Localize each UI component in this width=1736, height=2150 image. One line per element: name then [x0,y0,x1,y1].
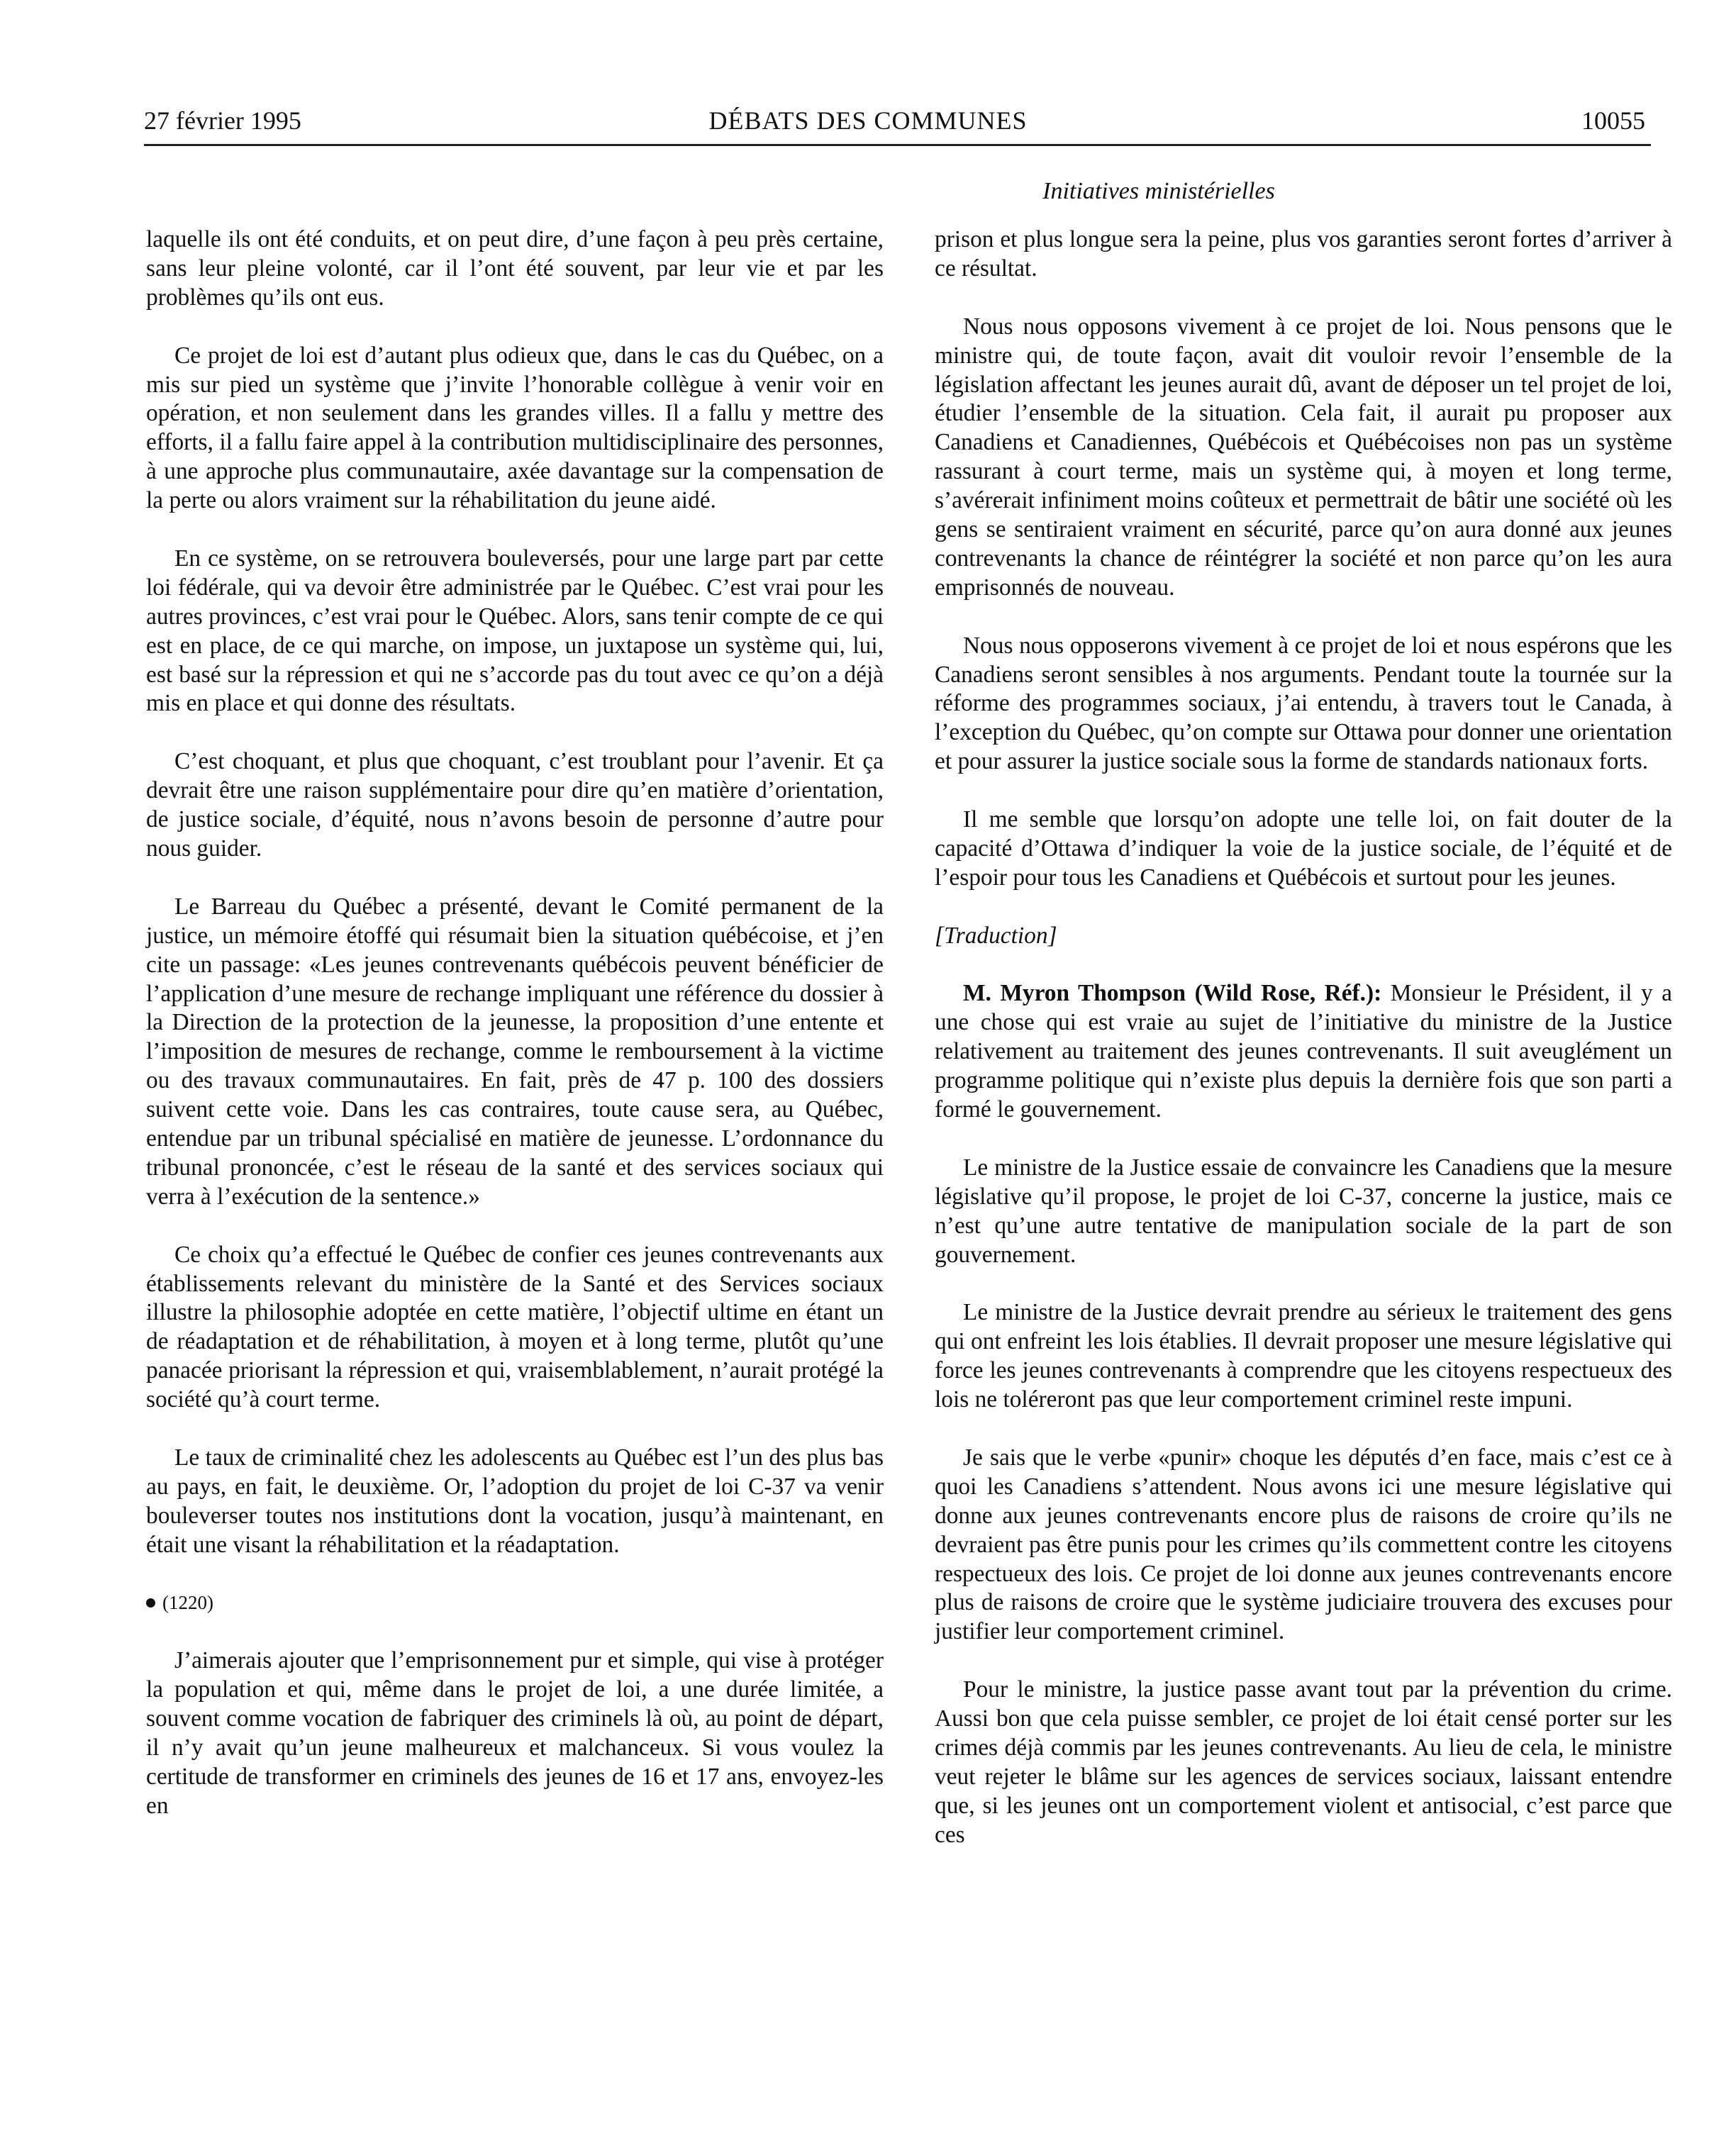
speaker-text: Monsieur le Président, il y a une chose qui est vraie au sujet de l’initiative du ministre de la Justice relativement au traitement des jeunes contrevenants. Il suit aveuglément un programme politique qui n’existe plus depuis la dernière fois que son parti a formé le gouvernement. [935,980,1672,1123]
paragraph: Je sais que le verbe «punir» choque les députés d’en face, mais c’est ce à quoi les Canadiens s’attendent. Nous avons ici une mesure législative qui donne aux jeunes contrevenants encore plus de raisons de croire qu’ils ne devraient pas être punis pour les crimes qu’ils commettent contre les citoyens respectueux des lois. Ce projet de loi donne aux jeunes contrevenants encore plus de raisons de croire que le système judiciaire trouvera des excuses pour justifier leur comportement criminel. [935,1444,1672,1645]
paragraph: Le taux de criminalité chez les adolescents au Québec est l’un des plus bas au pays, en fait, le deuxième. Or, l’adoption du projet de loi C-37 va venir bouleverser toutes nos institutions dont la vocation, jusqu’à maintenant, en était une visant la réhabilitation et la réadaptation. [146,1444,884,1558]
paragraph: Ce projet de loi est d’autant plus odieux que, dans le cas du Québec, on a mis sur pied un système que j’invite l’honorable collègue à venir voir en opération, et non seulement dans les grandes villes. Il a fallu y mettre des efforts, il a fallu faire appel à la contribution multidisciplinaire des personnes, à une approche plus communautaire, axée davantage sur la compensation de la perte ou alors vraiment sur la réhabilitation du jeune aidé. [146,342,884,514]
paragraph: Nous nous opposerons vivement à ce projet de loi et nous espérons que les Canadiens seront sensibles à nos arguments. Pendant toute la tournée sur la réforme des programmes sociaux, j’ai entendu, à travers tout le Canada, à l’exception du Québec, qu’on compte sur Ottawa pour donner une orientation et pour assurer la justice sociale sous la forme de standards nationaux forts. [935,632,1672,775]
speaker-paragraph [935,979,1672,1125]
header-title: DÉBATS DES COMMUNES [708,106,1028,135]
paragraph: Le Barreau du Québec a présenté, devant le Comité permanent de la justice, un mémoire étoffé qui résumait bien la situation québécoise, et j’en cite un passage: «Les jeunes contrevenants québécois peuvent bénéficier de l’application d’une mesure de rechange impliquant une référence du dossier à la Direction de la protection de la jeunesse, la proposition d’une entente et l’imposition de mesures de rechange, comme le remboursement à la victime ou des travaux communautaires. En fait, près de 47 p. 100 des dossiers suivent cette voie. Dans les cas contraires, toute cause sera, au Québec, entendue par un tribunal spécialisé en matière de jeunesse. L’ordonnance du tribunal prononcée, c’est le réseau de la santé et des services sociaux qui verra à l’exécution de la sentence.» [146,893,884,1210]
bullet-icon [146,1598,155,1608]
paragraph: Pour le ministre, la justice passe avant tout par la prévention du crime. Aussi bon que cela puisse sembler, ce projet de loi était censé porter sur les crimes déjà commis par les jeunes contrevenants. Au lieu de cela, le ministre veut rejeter le blâme sur les agences de services sociaux, laissant entendre que, si les jeunes ont un comportement violent et antisocial, c’est parce que ces [935,1676,1672,1848]
header-date: 27 février 1995 [144,106,301,135]
paragraph: prison et plus longue sera la peine, plus vos garanties seront fortes d’arriver à ce résultat. [935,226,1672,282]
paragraph: Le ministre de la Justice devrait prendre au sérieux le traitement des gens qui ont enfreint les lois établies. Il devrait proposer une mesure législative qui force les jeunes contrevenants à comprendre que les citoyens respectueux des lois ne toléreront pas que leur comportement criminel reste impuni. [935,1299,1672,1413]
translation-label: [Traduction] [935,922,1057,949]
header-rule [144,144,1651,146]
paragraph: Le ministre de la Justice essaie de convaincre les Canadiens que la mesure législative qu’il propose, le projet de loi C-37, concerne la justice, mais ce n’est qu’une autre tentative de manipulation sociale de la part de son gouvernement. [935,1154,1672,1268]
paragraph: Il me semble que lorsqu’on adopte une telle loi, on fait douter de la capacité d’Ottawa d’indiquer la voie de la justice sociale, de l’équité et de l’espoir pour tous les Canadiens et Québécois et surtout pour les jeunes. [935,806,1672,891]
time-marker-text: (1220) [162,1592,213,1614]
paragraph: Nous nous opposons vivement à ce projet de loi. Nous pensons que le ministre qui, de toute façon, avait dit vouloir revoir l’ensemble de la législation affectant les jeunes aurait dû, avant de déposer un tel projet de loi, étudier l’ensemble de la situation. Cela fait, il aurait pu proposer aux Canadiens et Canadiennes, Québécois et Québécoises non pas un système rassurant à court terme, mais un système qui, à moyen et long terme, s’avérerait infiniment moins coûteux et permettrait de bâtir une société où les gens se sentiraient vraiment en sécurité, parce qu’on aura donné aux jeunes contrevenants la chance de réintégrer la société et non parce qu’on les aura emprisonnés de nouveau. [935,313,1672,601]
left-column [146,225,884,1850]
paragraph: laquelle ils ont été conduits, et on peut dire, d’une façon à peu près certaine, sans leur pleine volonté, car il l’ont été souvent, par leur vie et par les problèmes qu’ils ont eus. [146,226,884,311]
header-page-number: 10055 [1581,106,1645,135]
right-column [935,225,1672,1879]
paragraph: C’est choquant, et plus que choquant, c’est troublant pour l’avenir. Et ça devrait être une raison supplémentaire pour dire qu’en matière d’orientation, de justice sociale, d’équité, nous n’avons besoin de personne d’autre pour nous guider. [146,748,884,862]
paragraph: En ce système, on se retrouvera bouleversés, pour une large part par cette loi fédérale, qui va devoir être administrée par le Québec. C’est vrai pour les autres provinces, c’est vrai pour le Québec. Alors, sans tenir compte de ce qui est en place, de ce qui marche, on impose, un juxtapose un système qui, lui, est basé sur la répression et qui ne s’accorde pas du tout avec ce qu’on a déjà mis en place et qui donne des résultats. [146,545,884,717]
paragraph: Ce choix qu’a effectué le Québec de confier ces jeunes contrevenants aux établissements relevant du ministère de la Santé et des Services sociaux illustre la philosophie adoptée en cette matière, l’objectif ultime en étant un de réadaptation et de réhabilitation, à moyen et à long terme, plutôt qu’une panacée priorisant la répression et qui, vraisemblablement, n’aurait protégé la société qu’à court terme. [146,1241,884,1413]
time-marker [146,1588,884,1617]
speaker-name: M. Myron Thompson (Wild Rose, Réf.): [963,980,1382,1007]
paragraph: J’aimerais ajouter que l’emprisonnement pur et simple, qui vise à protéger la population et qui, même dans le projet de loi, a une durée limitée, a souvent comme vocation de fabriquer des criminels là où, au point de départ, il n’y avait qu’un jeune malheureux et malchanceux. Si vous voulez la certitude de transformer en criminels des jeunes de 16 et 17 ans, envoyez-les en [146,1647,884,1819]
section-label: Initiatives ministérielles [1042,178,1275,204]
